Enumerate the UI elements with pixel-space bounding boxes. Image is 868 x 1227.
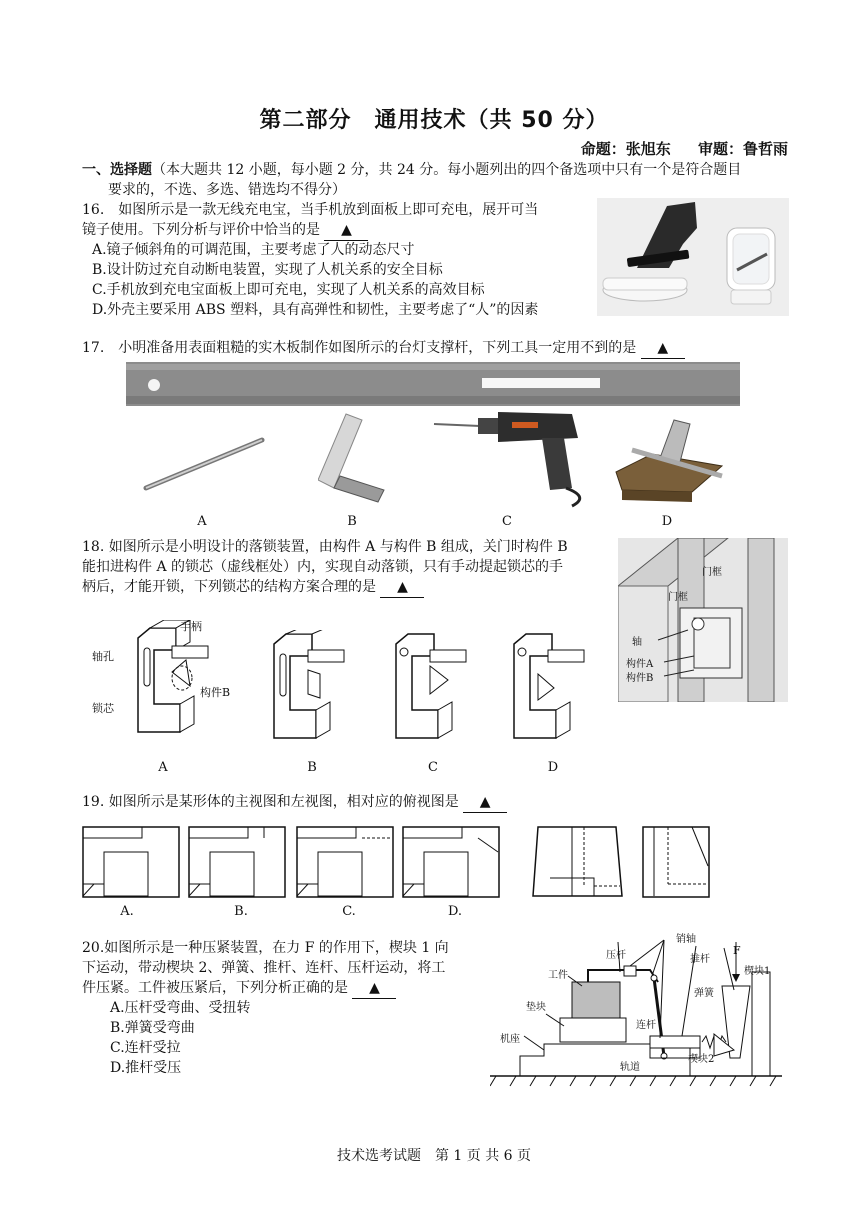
- diagram-label-track: 轨道: [620, 1062, 640, 1073]
- q17-label-d: D: [661, 514, 673, 529]
- tool-a-awl: [140, 418, 270, 498]
- top-view-option-d: [402, 826, 502, 900]
- diagram-label-spring: 弹簧: [694, 988, 714, 999]
- q16-power-bank-photo: [597, 198, 789, 316]
- q16-option-c: C.手机放到充电宝面板上即可充电，实现了人机关系的高效目标: [92, 282, 485, 298]
- author-label: 命题：张旭东: [580, 140, 671, 158]
- tool-c-drill: [432, 408, 592, 508]
- diagram-label-base: 机座: [500, 1034, 520, 1045]
- q17-label-b: B: [347, 514, 357, 529]
- part-label-lock-core: 锁芯: [92, 702, 114, 715]
- q16-stem-1: 16. 如图所示是一款无线充电宝，当手机放到面板上即可充电，展开可当: [82, 202, 539, 218]
- door-label-part-a: 构件A: [626, 659, 654, 670]
- q18-label-a: A: [158, 760, 168, 775]
- lock-option-b: [268, 630, 358, 748]
- q17-stem: 17. 小明准备用表面粗糙的实木板制作如图所示的台灯支撑杆，下列工具一定用不到的是 ▲: [82, 338, 685, 359]
- q20-stem-1: 20.如图所示是一种压紧装置，在力 F 的作用下，楔块 1 向: [82, 940, 449, 956]
- tool-b-square: [318, 410, 388, 506]
- answer-blank: ▲: [324, 220, 368, 241]
- diagram-label-wedge-1: 楔块1: [744, 966, 771, 977]
- top-view-option-a: [82, 826, 182, 900]
- lock-option-c: [390, 630, 480, 748]
- q18-stem-3: 柄后，才能开锁，下列锁芯的结构方案合理的是 ▲: [82, 577, 424, 598]
- q17-wood-strip: [126, 362, 740, 406]
- diagram-label-push-rod: 推杆: [690, 954, 710, 965]
- part-label-handle: 手柄: [180, 620, 202, 633]
- reviewer-label: 审题：鲁哲雨: [697, 140, 788, 158]
- diagram-label-press-rod: 压杆: [606, 950, 626, 961]
- q16-stem-2: 镜子使用。下列分析与评价中恰当的是 ▲: [82, 220, 368, 241]
- tool-d-plane: [612, 406, 730, 506]
- page-title: 第二部分 通用技术（共 50 分）: [259, 108, 609, 133]
- q18-stem-1: 18. 如图所示是小明设计的落锁装置，由构件 A 与构件 B 组成，关门时构件 B: [82, 539, 568, 555]
- q19-label-d: D.: [447, 904, 463, 919]
- door-label-frame-2: 门框: [668, 592, 688, 603]
- lock-option-d: [508, 630, 598, 748]
- q19-label-b: B.: [234, 904, 248, 919]
- section-heading: 一、选择题: [82, 162, 152, 178]
- diagram-label-force-f: F: [733, 944, 741, 957]
- answer-blank: ▲: [380, 577, 424, 598]
- q20-option-c: C.连杆受拉: [110, 1040, 181, 1056]
- q18-label-c: C: [428, 760, 438, 775]
- door-label-frame-1: 门框: [702, 567, 722, 578]
- q18-label-b: B: [307, 760, 317, 775]
- q18-stem-2: 能扣进构件 A 的锁芯（虚线框处）内，实现自动落锁，只有手动提起锁芯的手: [82, 559, 564, 575]
- authors-line: [559, 138, 788, 159]
- diagram-label-pad: 垫块: [526, 1002, 546, 1013]
- left-view: [642, 826, 712, 900]
- q20-option-d: D.推杆受压: [110, 1060, 182, 1076]
- part-label-axle-hole: 轴孔: [92, 650, 114, 663]
- q16-option-d: D.外壳主要采用 ABS 塑料，具有高弹性和韧性，主要考虑了“人”的因素: [92, 302, 539, 318]
- q17-label-a: A: [197, 514, 207, 529]
- diagram-label-pin: 销轴: [676, 934, 696, 945]
- q18-label-d: D: [547, 760, 559, 775]
- lock-option-a: [128, 620, 231, 744]
- answer-blank: ▲: [463, 792, 507, 813]
- q19-label-a: A.: [120, 904, 134, 919]
- q19-label-c: C.: [342, 904, 356, 919]
- door-label-part-b: 构件B: [626, 673, 654, 684]
- q16-option-b: B.设计防过充自动断电装置，实现了人机关系的安全目标: [92, 262, 443, 278]
- q20-option-b: B.弹簧受弯曲: [110, 1020, 195, 1036]
- section-instruction-line-1: 一、选择题（本大题共 12 小题，每小题 2 分，共 24 分。每小题列出的四个备选项中只有一个是符合题目: [82, 162, 742, 178]
- answer-blank: ▲: [641, 338, 685, 359]
- answer-blank: ▲: [352, 978, 396, 999]
- section-instruction-line-2: 要求的，不选、多选、错选均不得分）: [108, 182, 346, 198]
- q19-stem: 19. 如图所示是某形体的主视图和左视图，相对应的俯视图是 ▲: [82, 792, 507, 813]
- q20-stem-3: 件压紧。工件被压紧后，下列分析正确的是 ▲: [82, 978, 396, 999]
- q20-option-a: A.压杆受弯曲、受扭转: [110, 1000, 251, 1016]
- diagram-label-wedge-2: 楔块2: [688, 1054, 715, 1065]
- door-label-shaft: 轴: [632, 637, 642, 648]
- q17-label-c: C: [502, 514, 512, 529]
- q16-option-a: A.镜子倾斜角的可调范围，主要考虑了人的动态尺寸: [92, 242, 415, 258]
- q20-stem-2: 下运动，带动楔块 2、弹簧、推杆、连杆、压杆运动，将工: [82, 960, 446, 976]
- diagram-label-workpiece: 工件: [548, 970, 568, 981]
- page-footer: 技术选考试题 第 1 页 共 6 页: [336, 1148, 532, 1164]
- top-view-option-c: [296, 826, 396, 900]
- diagram-label-link-rod: 连杆: [636, 1020, 656, 1031]
- front-view: [532, 826, 624, 900]
- part-label-part-b: 构件B: [200, 686, 231, 699]
- top-view-option-b: [188, 826, 288, 900]
